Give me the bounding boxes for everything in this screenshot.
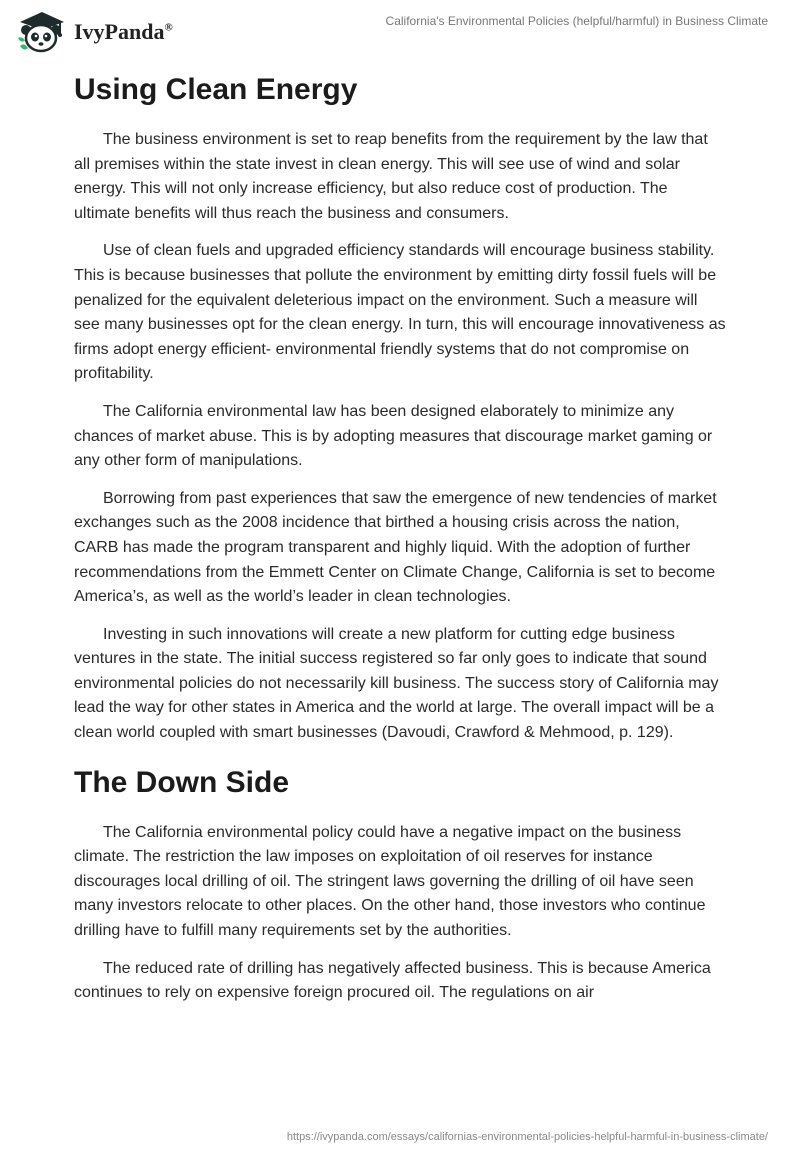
panda-logo-icon [16, 8, 68, 54]
brand-name: IvyPanda® [74, 19, 173, 44]
paragraph: The California environmental law has been designed elaborately to minimize any chances of market abuse. This is by adopting measures that discourage market gaming or any other form of manipulations. [74, 402, 713, 470]
section-heading: The Down Side [74, 765, 290, 799]
section-heading: Using Clean Energy [74, 73, 358, 106]
article-body [74, 66, 726, 1019]
source-url[interactable]: https://ivypanda.com/essays/californias-environmental-policies-helpful-harmful-in-business-climate/ [286, 1131, 768, 1143]
logo[interactable] [16, 8, 173, 54]
paragraph: Borrowing from past experiences that saw the emergence of new tendencies of market exchanges such as the 2008 incidence that birthed a housing crisis across the nation, CARB has made the program transparent and highly liquid. With the adoption of further recommendations from the Emmett Center on Climate Change, California is set to become America’s, as well as the world’s leader in clean technologies. [74, 489, 717, 606]
paragraph: The reduced rate of drilling has negatively affected business. This is because America continues to rely on expensive foreign procured oil. The regulations on air [74, 959, 711, 1002]
paragraph: The business environment is set to reap benefits from the requirement by the law that all premises within the state invest in clean energy. This will see use of wind and solar energy. This will not only increase efficiency, but also reduce cost of production. The ultimate benefits will thus reach the business and consumers. [74, 131, 708, 222]
paragraph: Investing in such innovations will create a new platform for cutting edge business ventures in the state. The initial success registered so far only goes to indicate that sound environmental policies do not necessarily kill business. The success story of California may lead the way for other states in America and the world at large. The overall impact will be a clean world coupled with smart businesses (Davoudi, Crawford & Mehmood, p. 129). [74, 625, 719, 742]
paragraph: The California environmental policy could have a negative impact on the business climate. The restriction the law imposes on exploitation of oil reserves for instance discourages local drilling of oil. The stringent laws governing the drilling of oil have seen many investors relocate to other places. On the other hand, those investors who continue drilling have to fulfill many requirements set by the authorities. [74, 823, 706, 940]
paragraph: Use of clean fuels and upgraded efficiency standards will encourage business stability. This is because businesses that pollute the environment by emitting dirty fossil fuels will be penalized for the equivalent deleterious impact on the environment. Such a measure will see many businesses opt for the clean energy. In turn, this will encourage innovativeness as firms adopt energy efficient- environmental friendly systems that do not compromise on profitability. [74, 242, 726, 383]
document-title: California's Environmental Policies (helpful/harmful) in Business Climate [385, 14, 768, 28]
